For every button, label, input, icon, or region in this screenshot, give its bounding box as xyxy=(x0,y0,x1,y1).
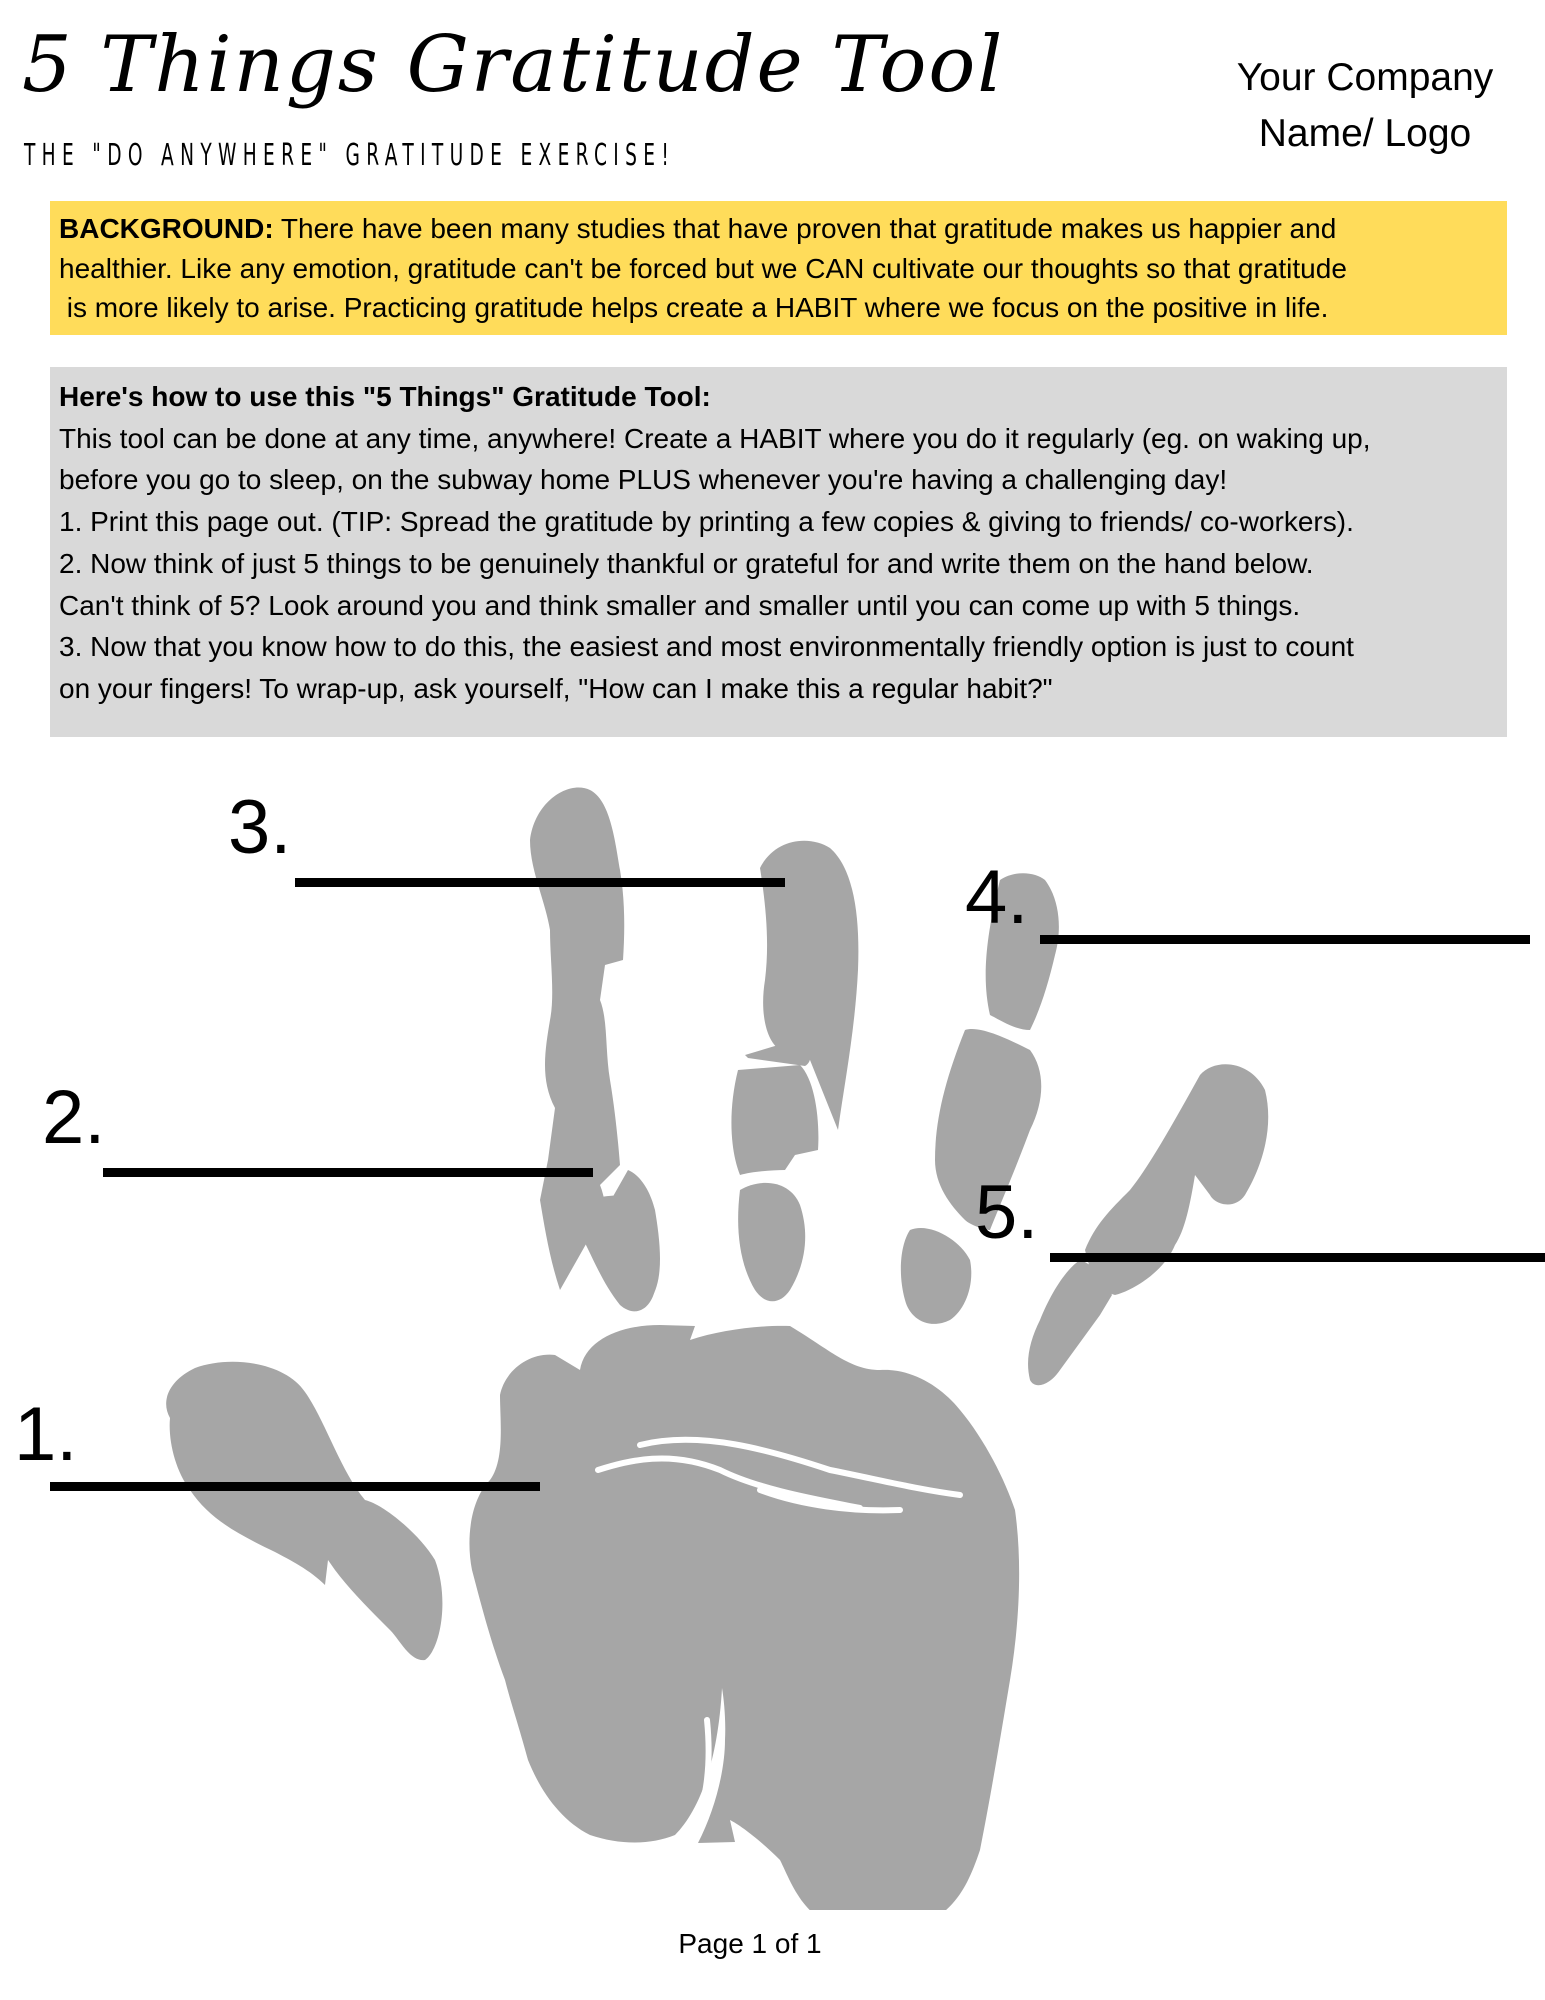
instructions-line: before you go to sleep, on the subway home PLUS whenever you're having a challenging day! xyxy=(59,464,1228,496)
blank-label-3: 3. xyxy=(228,785,292,870)
page-subtitle: THE "DO ANYWHERE" GRATITUDE EXERCISE! xyxy=(24,138,676,173)
page-number: Page 1 of 1 xyxy=(678,1928,822,1959)
background-label: BACKGROUND: xyxy=(59,213,274,244)
blank-line-3[interactable] xyxy=(295,878,785,887)
company-line-2: Name/ Logo xyxy=(1258,112,1472,155)
instructions-box xyxy=(50,367,1507,737)
background-line-1 xyxy=(59,209,1507,249)
blank-label-2: 2. xyxy=(42,1075,106,1160)
background-box xyxy=(50,201,1507,335)
blank-line-5[interactable] xyxy=(1050,1253,1545,1262)
company-line-1: Your Company xyxy=(1236,56,1494,99)
blank-line-4[interactable] xyxy=(1040,935,1530,944)
instructions-line: This tool can be done at any time, anywhere! Create a HABIT where you do it regularly (eg. on waking up, xyxy=(59,422,1371,454)
blank-label-1: 1. xyxy=(14,1392,78,1477)
blank-line-2[interactable] xyxy=(103,1168,593,1177)
instructions-heading: Here's how to use this "5 Things" Gratitude Tool: xyxy=(59,381,711,412)
background-line-2: healthier. Like any emotion, gratitude can't be forced but we CAN cultivate our thoughts so that gratitude xyxy=(59,252,1347,284)
instructions-step-2: 2. Now think of just 5 things to be genuinely thankful or grateful for and write them on the hand below. xyxy=(59,547,1314,579)
blank-label-4: 4. xyxy=(965,855,1029,940)
instructions-line: Can't think of 5? Look around you and think smaller and smaller until you can come up with 5 things. xyxy=(59,589,1301,621)
hand-print-icon xyxy=(0,760,1545,1910)
instructions-step-1: 1. Print this page out. (TIP: Spread the gratitude by printing a few copies & giving to friends/ co-workers). xyxy=(59,506,1354,538)
background-text: There have been many studies that have proven that gratitude makes us happier and xyxy=(273,213,1337,244)
background-line-3: is more likely to arise. Practicing gratitude helps create a HABIT where we focus on the positive in life. xyxy=(59,292,1329,323)
instructions-line: on your fingers! To wrap-up, ask yourself, "How can I make this a regular habit?" xyxy=(59,672,1053,704)
blank-label-5: 5. xyxy=(975,1170,1039,1255)
company-logo-placeholder xyxy=(1195,50,1535,162)
blank-line-1[interactable] xyxy=(50,1482,540,1491)
page-title: 5 Things Gratitude Tool xyxy=(22,20,1005,110)
instructions-step-3: 3. Now that you know how to do this, the easiest and most environmentally friendly option is just to count xyxy=(59,631,1354,663)
